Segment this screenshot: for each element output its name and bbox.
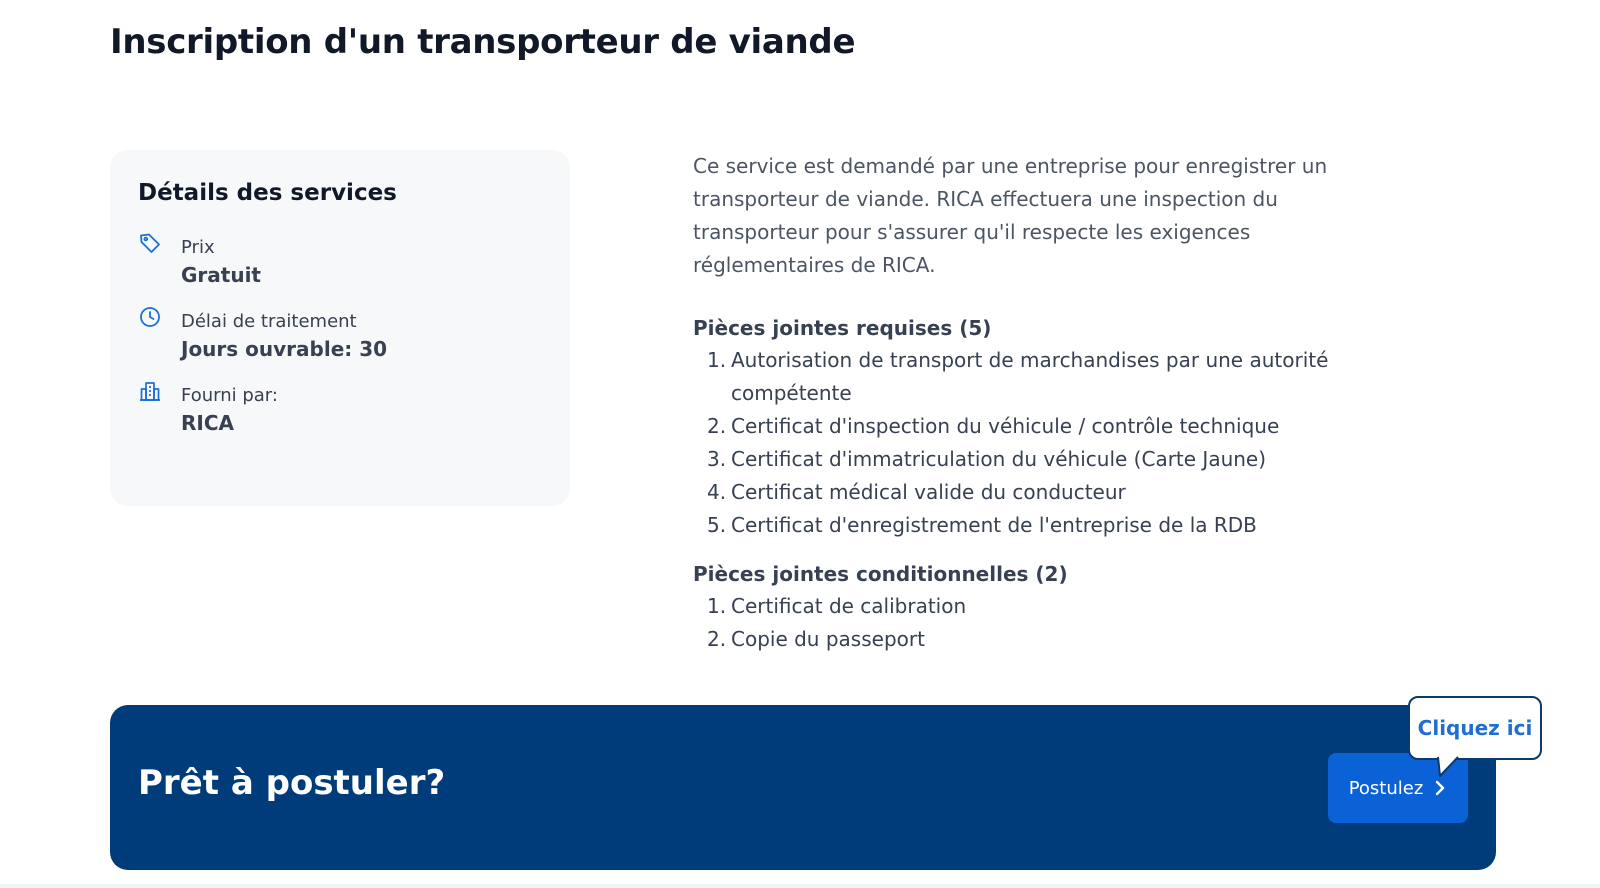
- required-attachments-heading: Pièces jointes requises (5): [693, 316, 992, 340]
- detail-row-price: [138, 236, 542, 290]
- detail-label: Délai de traitement: [181, 311, 357, 332]
- apply-banner: [110, 705, 1496, 870]
- detail-value: RICA: [181, 411, 234, 435]
- list-item: 4. Certificat médical valide du conducteur: [707, 480, 1126, 504]
- conditional-attachments-list: [693, 590, 1333, 656]
- apply-banner-title: Prêt à postuler?: [138, 763, 446, 803]
- list-item: 2. Certificat d'inspection du véhicule / contrôle technique: [707, 414, 1280, 438]
- callout-tail-icon: [1436, 756, 1460, 778]
- detail-value: Gratuit: [181, 263, 261, 287]
- required-attachments-list: [693, 344, 1333, 542]
- list-item: 1. Autorisation de transport de marchandises par une autorité compétente: [707, 348, 1329, 405]
- chevron-right-icon: [1433, 779, 1447, 797]
- page-bottom-divider: [0, 884, 1600, 888]
- price-tag-icon: [138, 231, 162, 255]
- detail-value: Jours ouvrable: 30: [181, 337, 388, 361]
- list-item: 2. Copie du passeport: [707, 627, 925, 651]
- list-item: 3. Certificat d'immatriculation du véhicule (Carte Jaune): [707, 447, 1267, 471]
- detail-label: Prix: [181, 237, 215, 258]
- detail-label: Fourni par:: [181, 385, 278, 406]
- apply-button-label: Postulez: [1348, 777, 1424, 799]
- page-title: Inscription d'un transporteur de viande: [110, 22, 856, 62]
- clock-icon: [138, 305, 162, 329]
- service-intro: Ce service est demandé par une entreprise pour enregistrer un transporteur de viande. RICA effectuera une inspection du transporteur pour s'assurer qu'il respecte les exigences réglementaires de RICA.: [693, 154, 1328, 277]
- conditional-attachments-heading: Pièces jointes conditionnelles (2): [693, 562, 1068, 586]
- details-title: Détails des services: [138, 180, 397, 206]
- service-description: [693, 150, 1333, 672]
- detail-row-processing-time: [138, 310, 542, 364]
- detail-row-provider: [138, 384, 542, 438]
- list-item: 1. Certificat de calibration: [707, 594, 967, 618]
- click-here-callout: Cliquez ici: [1408, 696, 1542, 760]
- building-icon: [138, 379, 162, 403]
- list-item: 5. Certificat d'enregistrement de l'entreprise de la RDB: [707, 513, 1257, 537]
- service-details-card: [110, 150, 570, 506]
